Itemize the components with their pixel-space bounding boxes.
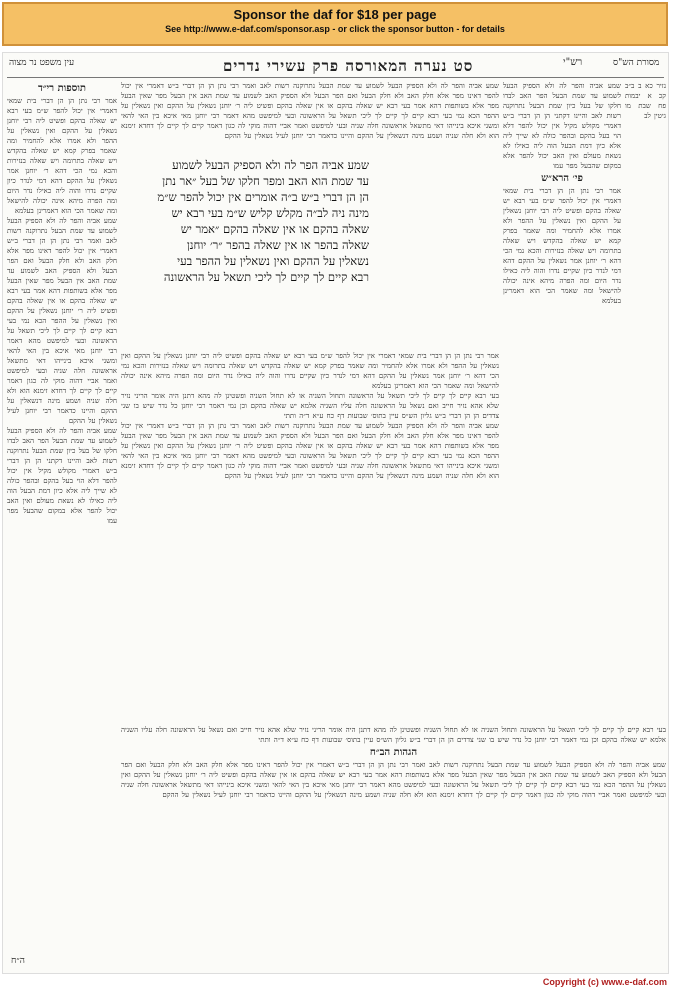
copyright-link[interactable]: Copyright (c) www.e-daf.com <box>542 977 667 987</box>
tosfos-text-cont-3: שמע אביה והפר לה ולא הספיק הבעל לשמוע עד שמת הבעל נתרוקנה רשות לאב ואמר רבי נתן הן הן דברי ב״ש דאמרי אין יכול להפר דאינו מפר אלא חלק האב ולא חלק הבעל ואם הפר הבעל ולא הספיק האב לשמוע עד שמת האב אין הבעל מפר שאין הבעל מפר אלא בשותפות דהא אמר בעי רבא יש שאלה בהקם או אין שאלה בהקם ופשיט ליה ר׳ יוחנן נשאלין על ההקם ואין נשאלין על ההפר הכא נמי בעי רבא קיים לך קיים לך ליכי תשאל על הראשונה ובעי למיפשט מהא דאמר רבי יוחנן מאי איכא בין האי להאי ומשני איכא בינייהו דאי מתשאל אראשונה חלה שניה ובעי למיפשט ואמר אביי דהוה מוקי לה כגון דאמר קיים לך קיים לך דחדא זימנא הוא ולא חלה שניה ושמע מינה דנשאלין על ההקם והיינו כדאמר רבי יוחנן לעיל נשאלין על ההקם <box>121 422 499 480</box>
left-commentary-column <box>7 81 117 951</box>
bottom-text: בעי רבא קיים לך קיים לך ליכי תשאל על הראשונה ותחול השניה או לא תחול השניה ופשטינן לה מהא דתנן היה אומר הריני נזיר שלא אהא נזיר חייב ואם נשאל על הראשונה חלה עליו השניה אלמא יש שאלה בהקם וכן נמי דאמר רבי יוחנן כל נדר שיש בו שני צדדים הן הן דברי ב״ש גליון הש״ס עיין בתוס׳ שבועות דף כח ע״א ד״ה ותתי <box>121 726 666 744</box>
ein-mishpat-header: עין משפט נר מצוה <box>9 58 75 68</box>
left-column-text: אמר רבי נתן הן הן דברי בית שמאי דאמרי אין יכול להפר ש״מ בעי רבא יש שאלה בהקם ופשיט ליה רבי יוחנן נשאלין על ההקם ואין נשאלין על ההפר ולא אמרו אלא להחמיר ומה שאמר בפרק קמא יש שאלה בהקדש ויש שאלה בתרומה ויש שאלה בנזירות והכא נמי הכי דהא ר׳ יוחנן אמר נשאלין על ההקם דהא דמי לנדר כיון שקיים נדרו והוה ליה כאילו נדר היום ומה הפרה מיהא אינה יכולה להישאל ומה שאמר הכי הוא דאמרינן בעלמא <box>7 97 117 215</box>
header-divider <box>7 77 664 78</box>
left-column-text-cont-2: שמע אביה והפר לה ולא הספיק הבעל לשמוע עד שמת הבעל הפר האב לבדו חלקו של בעל כיון שמת הבעל נתרוקנה רשות לאב והיינו דקתני הן הן דברי ב״ש דאמרי מקולש מקיל אין יכול להפר דלא הוי בעל בהקם ובהפר כולה לא שייך ליה אלא כיון דמת הבעל הוה ליה כאילו לא נשאת מעולם ואין האב יכול להפר אלא במקום שהבעל מפר עמו <box>7 427 117 525</box>
mesores-header: מסורת הש"ס <box>613 58 660 68</box>
sponsor-banner[interactable] <box>2 2 668 46</box>
rashi-section-title: פי׳ הרא״ש <box>541 173 583 184</box>
left-column-text-cont: שמע אביה והפר לה ולא הספיק הבעל לשמוע עד שמת הבעל נתרוקנה רשות לאב ואמר רבי נתן הן הן דברי ב״ש דאמרי אין יכול להפר דאינו מפר אלא חלק האב ולא חלק הבעל ואם הפר הבעל ולא הספיק האב לשמוע עד שמת האב אין הבעל מפר שאין הבעל מפר אלא בשותפות דהא אמר בעי רבא יש שאלה בהקם או אין שאלה בהקם ופשיט ליה ר׳ יוחנן נשאלין על ההקם ואין נשאלין על ההפר הכא נמי בעי רבא קיים לך קיים לך ליכי תשאל על הראשונה ובעי למיפשט מהא דאמר רבי יוחנן מאי איכא בין האי להאי ומשני איכא בינייהו דאי מתשאל אראשונה חלה שניה ובעי למיפשט ואמר אביי דהוה מוקי לה כגון דאמר קיים לך קיים לך דחדא זימנא הוא ולא חלה שניה ושמע מינה דנשאלין על ההקם והיינו כדאמר רבי יוחנן לעיל נשאלין על ההקם <box>7 217 117 425</box>
chapter-title: נערה המאורסה פרק עשירי נדרים <box>223 57 448 75</box>
mesores-text: נזיר כא ב ב״ב קכ א יבמות פח שבת מו גיטין לב <box>625 82 666 120</box>
bottom-notes <box>121 725 666 951</box>
rashi-column <box>503 81 621 721</box>
daf-number: סט <box>453 57 474 75</box>
bottom-title: הגהות הב״ח <box>369 747 418 758</box>
gemara-text-block <box>153 153 373 318</box>
sponsor-title[interactable]: Sponsor the daf for $18 per page <box>233 7 437 22</box>
page-header-title <box>223 57 473 76</box>
rashi-header: רש"י <box>563 57 583 68</box>
rashi-text-cont: אמר רבי נתן הן הן דברי בית שמאי דאמרי אין יכול להפר ש״מ בעי רבא יש שאלה בהקם ופשיט ליה רבי יוחנן נשאלין על ההקם ואין נשאלין על ההפר ולא אמרו אלא להחמיר ומה שאמר בפרק קמא יש שאלה בהקדש ויש שאלה בתרומה ויש שאלה בנזירות והכא נמי הכי דהא ר׳ יוחנן אמר נשאלין על ההקם דהא דמי לנדר כיון שקיים נדרו והוה ליה כאילו נדר היום ומה הפרה מיהא אינה יכולה להישאל ומה שאמר הכי הוא דאמרינן בעלמא <box>503 187 621 305</box>
tosfos-text-cont-2: בעי רבא קיים לך קיים לך ליכי תשאל על הראשונה ותחול השניה או לא תחול השניה ופשטינן לה מהא דתנן היה אומר הריני נזיר שלא אהא נזיר חייב ואם נשאל על הראשונה חלה עליו השניה אלמא יש שאלה בהקם וכן נמי דאמר רבי יוחנן כל נדר שיש בו שני צדדים הן הן דברי ב״ש גליון הש״ס עיין בתוס׳ שבועות דף כח ע״א ד״ה ותתי <box>121 392 499 420</box>
sponsor-subtitle[interactable]: See http://www.e-daf.com/sponsor.asp - or click the sponsor button - for details <box>165 24 505 34</box>
left-column-title: תוספות רי״ד <box>37 83 87 94</box>
tosfos-text-cont: אמר רבי נתן הן הן דברי בית שמאי דאמרי אין יכול להפר ש״מ בעי רבא יש שאלה בהקם ופשיט ליה רבי יוחנן נשאלין על ההקם ואין נשאלין על ההפר ולא אמרו אלא להחמיר ומה שאמר בפרק קמא יש שאלה בהקדש ויש שאלה בתרומה ויש שאלה בנזירות והכא נמי הכי דהא ר׳ יוחנן אמר נשאלין על ההקם דהא דמי לנדר כיון שקיים נדרו והוה ליה כאילו נדר היום ומה הפרה מיהא אינה יכולה להישאל ומה שאמר הכי הוא דאמרינן בעלמא <box>121 352 499 390</box>
gemara-text: שמע אביה הפר לה ולא הספיק הבעל לשמוע עד שמת הוא האב ומפר חלקו של בעל ״אר נתן הן הן דברי ב״ש ב״ה אומרים אין יכול להפר ש״מ מינה ניה לב״ה מקלש קליש ש״מ בעי רבא יש שאלה בהקם או אין שאלה בהקם ״אמר יש שאלה בהפר או אין שאלה בהפר ״ר׳ יוחנן נשאלין על ההקם ואין נשאלין על ההפר בעי רבא קיים לך קיים לך ליכי תשאל על הראשונה <box>157 158 369 284</box>
rashi-text: שמע אביה והפר לה ולא הספיק הבעל לשמוע עד שמת הבעל הפר האב לבדו חלקו של בעל כיון שמת הבעל נתרוקנה רשות לאב והיינו דקתני הן הן דברי ב״ש דאמרי מקולש מקיל אין יכול להפר דלא הוי בעל בהקם ובהפר כולה לא שייך ליה אלא כיון דמת הבעל הוה ליה כאילו לא נשאת מעולם ואין האב יכול להפר אלא במקום שהבעל מפר עמו <box>503 82 621 170</box>
talmud-page <box>2 52 669 974</box>
folio-marker: ה״ח <box>11 956 25 966</box>
bottom-text-cont: שמע אביה והפר לה ולא הספיק הבעל לשמוע עד שמת הבעל נתרוקנה רשות לאב ואמר רבי נתן הן הן דברי ב״ש דאמרי אין יכול להפר דאינו מפר אלא חלק האב ולא חלק הבעל ואם הפר הבעל ולא הספיק האב לשמוע עד שמת האב אין הבעל מפר שאין הבעל מפר אלא בשותפות דהא אמר בעי רבא יש שאלה בהקם או אין שאלה בהקם ופשיט ליה ר׳ יוחנן נשאלין על ההקם ואין נשאלין על ההפר הכא נמי בעי רבא קיים לך קיים לך ליכי תשאל על הראשונה ובעי למיפשט מהא דאמר רבי יוחנן מאי איכא בין האי להאי ומשני איכא בינייהו דאי מתשאל אראשונה חלה שניה ובעי למיפשט ואמר אביי דהוה מוקי לה כגון דאמר קיים לך קיים לך דחדא זימנא הוא ולא חלה שניה ושמע מינה דנשאלין על ההקם והיינו כדאמר רבי יוחנן לעיל נשאלין על ההקם <box>121 761 666 799</box>
tosfos-text: שמע אביה והפר לה ולא הספיק הבעל לשמוע עד שמת הבעל נתרוקנה רשות לאב ואמר רבי נתן הן הן דברי ב״ש דאמרי אין יכול להפר דאינו מפר אלא חלק האב ולא חלק הבעל ואם הפר הבעל ולא הספיק האב לשמוע עד שמת האב אין הבעל מפר שאין הבעל מפר אלא בשותפות דהא אמר בעי רבא יש שאלה בהקם או אין שאלה בהקם ופשיט ליה ר׳ יוחנן נשאלין על ההקם ואין נשאלין על ההפר הכא נמי בעי רבא קיים לך קיים לך ליכי תשאל על הראשונה ובעי למיפשט מהא דאמר רבי יוחנן מאי איכא בין האי להאי ומשני איכא בינייהו דאי מתשאל אראשונה חלה שניה ובעי למיפשט ואמר אביי דהוה מוקי לה כגון דאמר קיים לך קיים לך דחדא זימנא הוא ולא חלה שניה ושמע מינה דנשאלין על ההקם והיינו כדאמר רבי יוחנן לעיל נשאלין על ההקם <box>121 82 499 140</box>
